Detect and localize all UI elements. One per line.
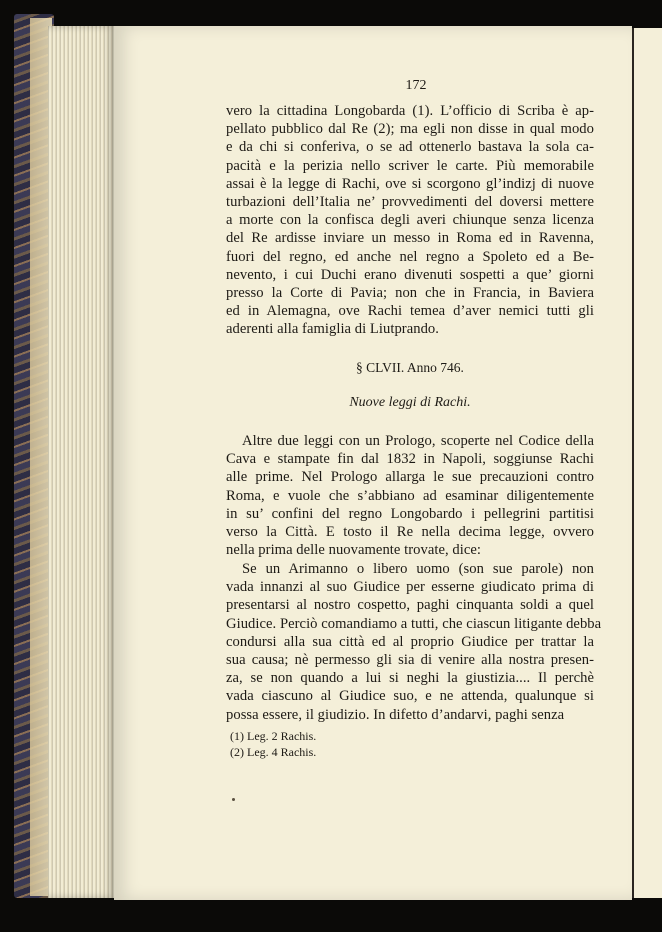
text-line: presso la Corte di Pavia; non che in Francia, in Baviera <box>226 284 594 301</box>
text-line: Roma, e vuole che s’abbiano ad esaminar diligentemente <box>226 487 594 504</box>
text-line: Giudice. Perciò comandiamo a tutti, che ciascun litigante debba <box>226 615 602 632</box>
text-line: Se un Arimanno o libero uomo (son sue parole) non <box>242 561 594 577</box>
paragraph-1 <box>226 102 594 338</box>
text-line: ed in Alemagna, ove Rachi temea d’aver nemici tutti gli <box>226 303 594 320</box>
text-line: vada innanzi al suo Giudice per esserne giudicato prima di <box>226 579 594 596</box>
paragraph-2 <box>226 432 594 559</box>
text-line: e da chi si conferiva, o se ad ottenerlo bastava la sola ca- <box>226 139 594 156</box>
page-number: 172 <box>405 78 427 93</box>
text-line: presentarsi al nostro cospetto, paghi cinquanta soldi a quel <box>226 597 594 614</box>
page-stack-edge <box>48 26 116 898</box>
paper-speck <box>232 798 235 801</box>
text-line: verso la Città. E tosto il Re nella decima legge, ovvero <box>226 523 594 540</box>
section-heading: § CLVII. Anno 746. <box>356 360 464 375</box>
text-line: assai è la legge di Rachi, ove si scorgono gl’indizj di nuove <box>226 175 594 192</box>
text-line: fuori del regno, ed anche nel regno a Spoleto ed a Be- <box>226 248 594 265</box>
footnote: (1) Leg. 2 Rachis. <box>230 729 317 743</box>
text-line: vero la cittadina Longobarda (1). L’officio di Scriba è ap- <box>226 103 594 119</box>
text-line: condursi alla sua città ed al proprio Giudice per trattar la <box>226 633 594 650</box>
text-line: pellato pubblico dal Re (2); ma egli non disse in qual modo <box>226 121 594 138</box>
text-line: vada ciascuno al Giudice suo, e ne attenda, qualunque si <box>226 688 594 705</box>
text-line: za, se non quando a lui si neghi la giustizia.... Il perchè <box>226 670 594 687</box>
footnote: (2) Leg. 4 Rachis. <box>230 745 317 759</box>
footnotes <box>230 728 530 760</box>
text-line: aderenti alla famiglia di Liutprando. <box>226 321 439 338</box>
section-subtitle: Nuove leggi di Rachi. <box>349 395 471 410</box>
text-line: nella prima delle nuovamente trovate, dice: <box>226 542 482 559</box>
text-line: in su’ confini del regno Longobardo i pellegrini partitisi <box>226 505 594 522</box>
paragraph-3 <box>226 560 602 724</box>
text-line: nevento, i cui Duchi erano divenuti sospetti a que’ giorni <box>226 266 594 283</box>
text-line: Altre due leggi con un Prologo, scoperte nel Codice della <box>242 433 594 449</box>
text-line: a morte con la confisca degli averi chiunque senza licenza <box>226 212 594 229</box>
facing-page-edge <box>632 28 662 898</box>
text-line: del Re ardisse inviare un messo in Roma ed in Ravenna, <box>226 230 594 247</box>
text-line: possa essere, il giudizio. In difetto d’andarvi, paghi senza <box>226 706 565 723</box>
text-line: alle prime. Nel Prologo allarga le sue precauzioni contro <box>226 469 594 486</box>
text-line: Cava e stampate fin dal 1832 in Napoli, soggiunse Rachi <box>226 451 594 468</box>
text-line: sua causa; nè permesso gli sia di venire alla nostra presen- <box>226 651 594 668</box>
text-line: turbazioni dell’Italia ne’ provvedimenti del doversi mettere <box>226 193 594 210</box>
text-line: pacità e la perizia nello scriver le carte. Più memorabile <box>226 157 594 174</box>
